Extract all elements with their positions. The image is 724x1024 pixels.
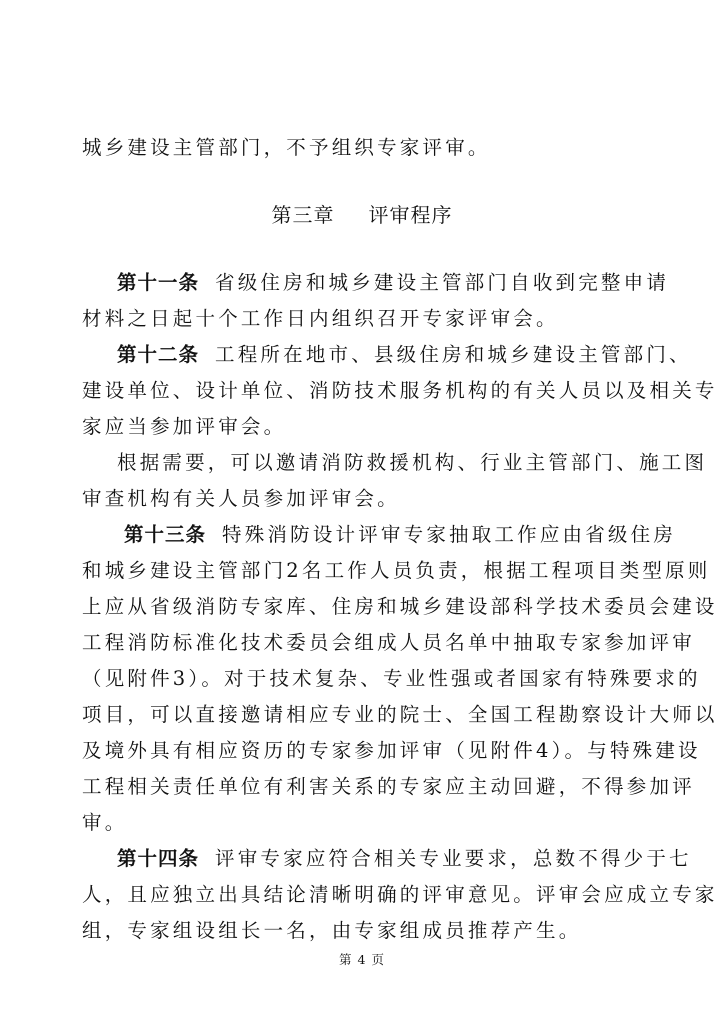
chapter-heading [0, 200, 724, 230]
article-13-line-8: 工程相关责任单位有利害关系的专家应主动回避，不得参加评 [82, 775, 695, 798]
paragraph-line-1: 根据需要，可以邀请消防救援机构、行业主管部门、施工图 [117, 451, 708, 474]
article-13-line-3: 上应从省级消防专家库、住房和城乡建设部科学技术委员会建设 [82, 595, 718, 618]
chapter-title: 评审程序 [368, 203, 453, 227]
article-12-line-3: 家应当参加评审会。 [82, 415, 287, 438]
article-13-text: 特殊消防设计评审专家抽取工作应由省级住房 [222, 523, 677, 546]
article-11-line-2: 材料之日起十个工作日内组织召开专家评审会。 [82, 307, 559, 330]
article-12-text: 工程所在地市、县级住房和城乡建设主管部门、 [215, 343, 692, 366]
continuation-text: 城乡建设主管部门，不予组织专家评审。 [82, 136, 491, 159]
article-13-line-9: 审。 [82, 811, 128, 834]
article-12-line-1 [117, 338, 692, 372]
article-13-line-1 [124, 518, 677, 552]
footer-suffix: 页 [371, 952, 385, 967]
article-14-text: 评审专家应符合相关专业要求，总数不得少于七 [215, 847, 692, 870]
paragraph-line-2: 审查机构有关人员参加评审会。 [82, 487, 400, 510]
article-11-line-1 [117, 266, 670, 300]
article-13-heading: 第十三条 [124, 523, 207, 546]
article-13-line-6: 项目，可以直接邀请相应专业的院士、全国工程勘察设计大师以 [82, 703, 718, 726]
article-13-line-4: 工程消防标准化技术委员会组成人员名单中抽取专家参加评审 [82, 631, 695, 654]
article-11-heading: 第十一条 [117, 271, 200, 294]
article-11-text: 省级住房和城乡建设主管部门自收到完整申请 [215, 271, 670, 294]
footer-prefix: 第 [339, 952, 353, 967]
chapter-number: 第三章 [271, 203, 335, 227]
article-14-line-3: 组，专家组设组长一名，由专家组成员推荐产生。 [82, 919, 582, 942]
footer-page-number: 4 [357, 952, 367, 967]
article-13-line-5: （见附件3）。对于技术复杂、专业性强或者国家有特殊要求的 [82, 667, 701, 690]
article-12-heading: 第十二条 [117, 343, 200, 366]
article-14-line-2: 人，且应独立出具结论清晰明确的评审意见。评审会应成立专家 [82, 883, 718, 906]
article-14-heading: 第十四条 [117, 847, 200, 870]
article-12-line-2: 建设单位、设计单位、消防技术服务机构的有关人员以及相关专 [82, 379, 718, 402]
article-14-line-1 [117, 842, 692, 876]
page-footer [0, 950, 724, 970]
article-13-line-7: 及境外具有相应资历的专家参加评审（见附件4）。与特殊建设 [82, 739, 701, 762]
article-13-line-2: 和城乡建设主管部门2名工作人员负责，根据工程项目类型原则 [82, 559, 711, 582]
